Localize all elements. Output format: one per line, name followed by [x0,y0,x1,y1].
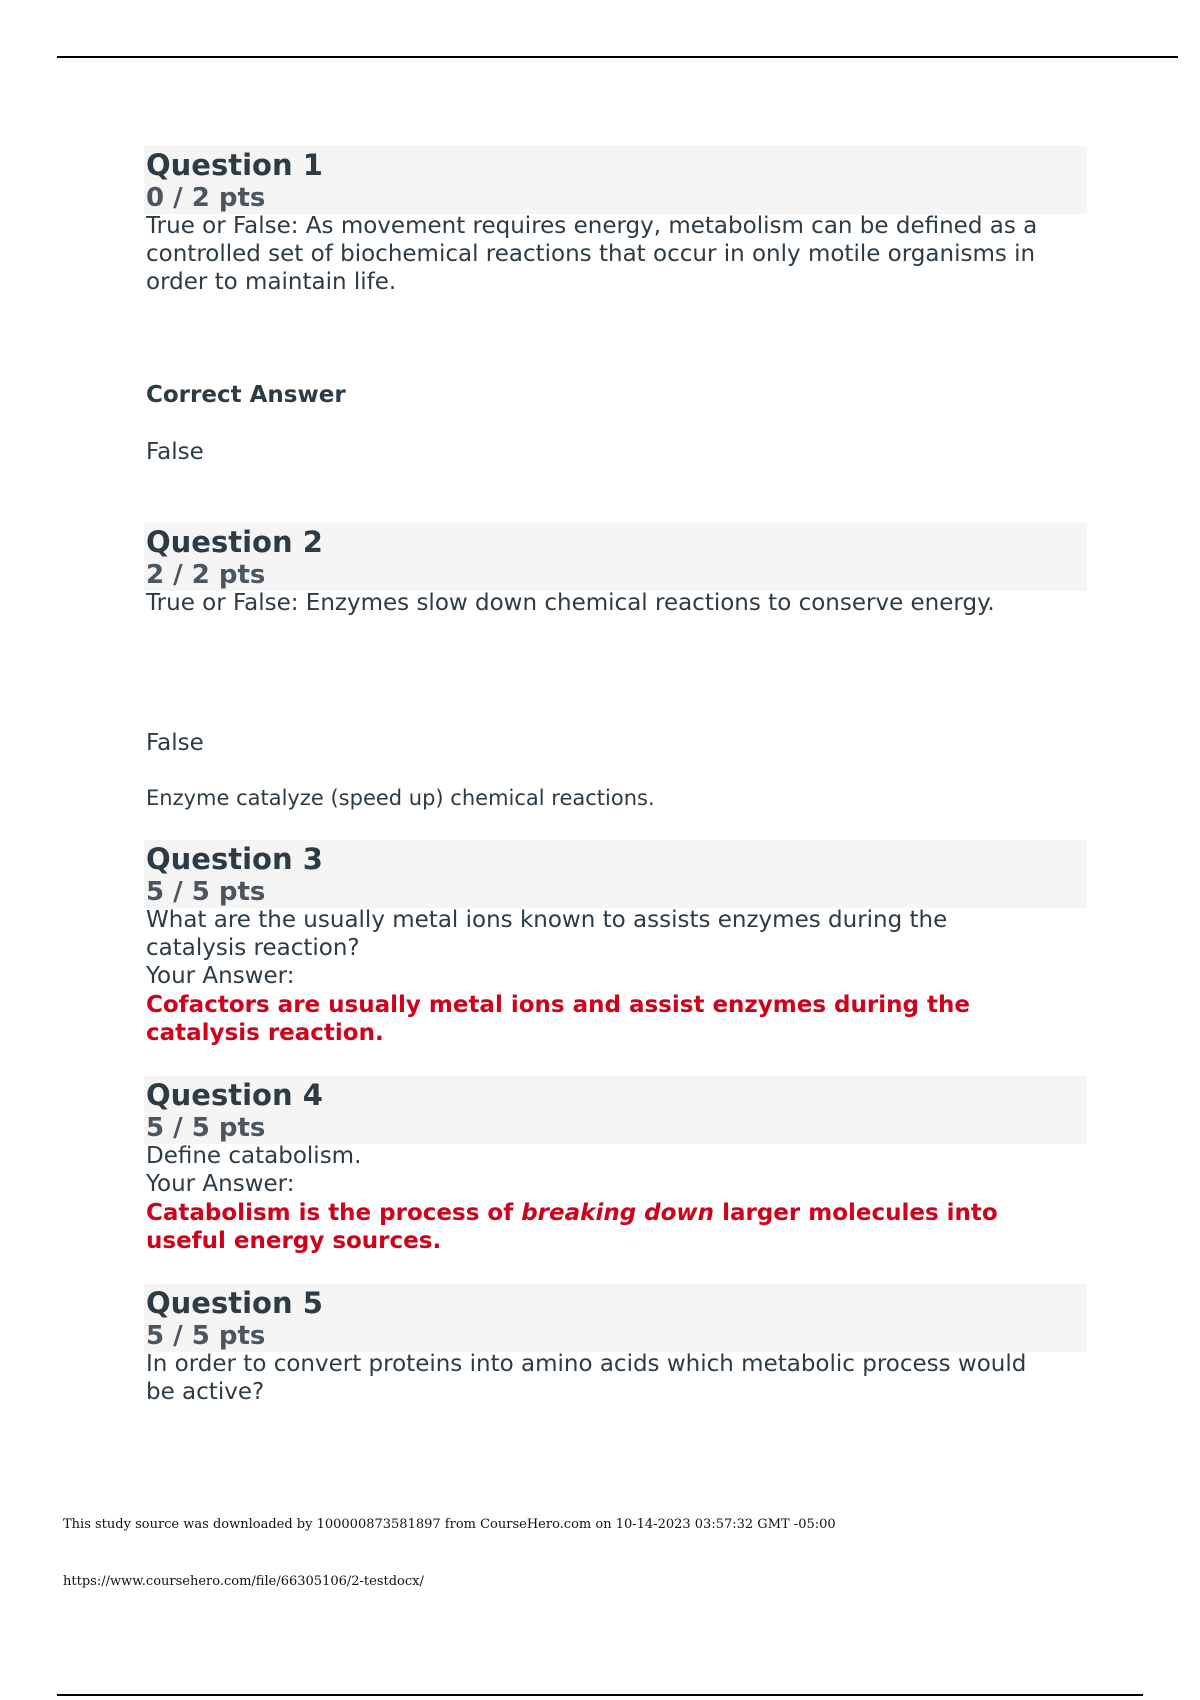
question-title: Question 4 [146,1078,323,1112]
question-text-line: be active? [146,1379,265,1405]
answer-text: Catabolism is the process of [146,1200,522,1226]
question-text-line: What are the usually metal ions known to assists enzymes during the [146,907,948,933]
question-title: Question 1 [146,148,323,182]
answer-value: False [146,439,204,465]
answer-value: False [146,730,204,756]
question-2-header [144,523,1087,591]
question-text-line: order to maintain life. [146,269,397,295]
question-points: 5 / 5 pts [146,877,266,907]
question-text-line: Define catabolism. [146,1143,362,1169]
your-answer-label: Your Answer: [146,1171,295,1197]
answer-text: larger molecules into [714,1200,998,1226]
source-url[interactable]: https://www.coursehero.com/file/66305106/2-testdocx/ [63,1574,424,1589]
student-answer-line [146,1199,998,1227]
question-5-header [144,1284,1087,1352]
download-notice: This study source was downloaded by 100000873581897 from CourseHero.com on 10-14-2023 03:57:32 GMT -05:00 [63,1517,836,1532]
question-text-line: True or False: Enzymes slow down chemical reactions to conserve energy. [146,590,995,616]
question-title: Question 3 [146,842,323,876]
student-answer-line: catalysis reaction. [146,1020,384,1046]
top-rule [57,56,1178,58]
question-points: 5 / 5 pts [146,1113,266,1143]
question-points: 0 / 2 pts [146,183,266,213]
bottom-rule [57,1694,1143,1696]
your-answer-label: Your Answer: [146,963,295,989]
answer-emphasis: breaking down [521,1200,715,1226]
student-answer-line: useful energy sources. [146,1228,442,1254]
question-title: Question 5 [146,1286,323,1320]
question-text-line: In order to convert proteins into amino acids which metabolic process would [146,1351,1027,1377]
question-points: 2 / 2 pts [146,560,266,590]
question-text-line: controlled set of biochemical reactions that occur in only motile organisms in [146,241,1036,267]
question-title: Question 2 [146,525,323,559]
question-1-header [144,146,1087,214]
question-4-header [144,1076,1087,1144]
question-3-header [144,840,1087,908]
student-answer-line: Cofactors are usually metal ions and assist enzymes during the [146,992,970,1018]
correct-answer-label: Correct Answer [146,382,346,408]
answer-explanation: Enzyme catalyze (speed up) chemical reactions. [146,786,655,810]
question-text-line: True or False: As movement requires energy, metabolism can be defined as a [146,213,1038,239]
question-text-line: catalysis reaction? [146,935,360,961]
question-points: 5 / 5 pts [146,1321,266,1351]
